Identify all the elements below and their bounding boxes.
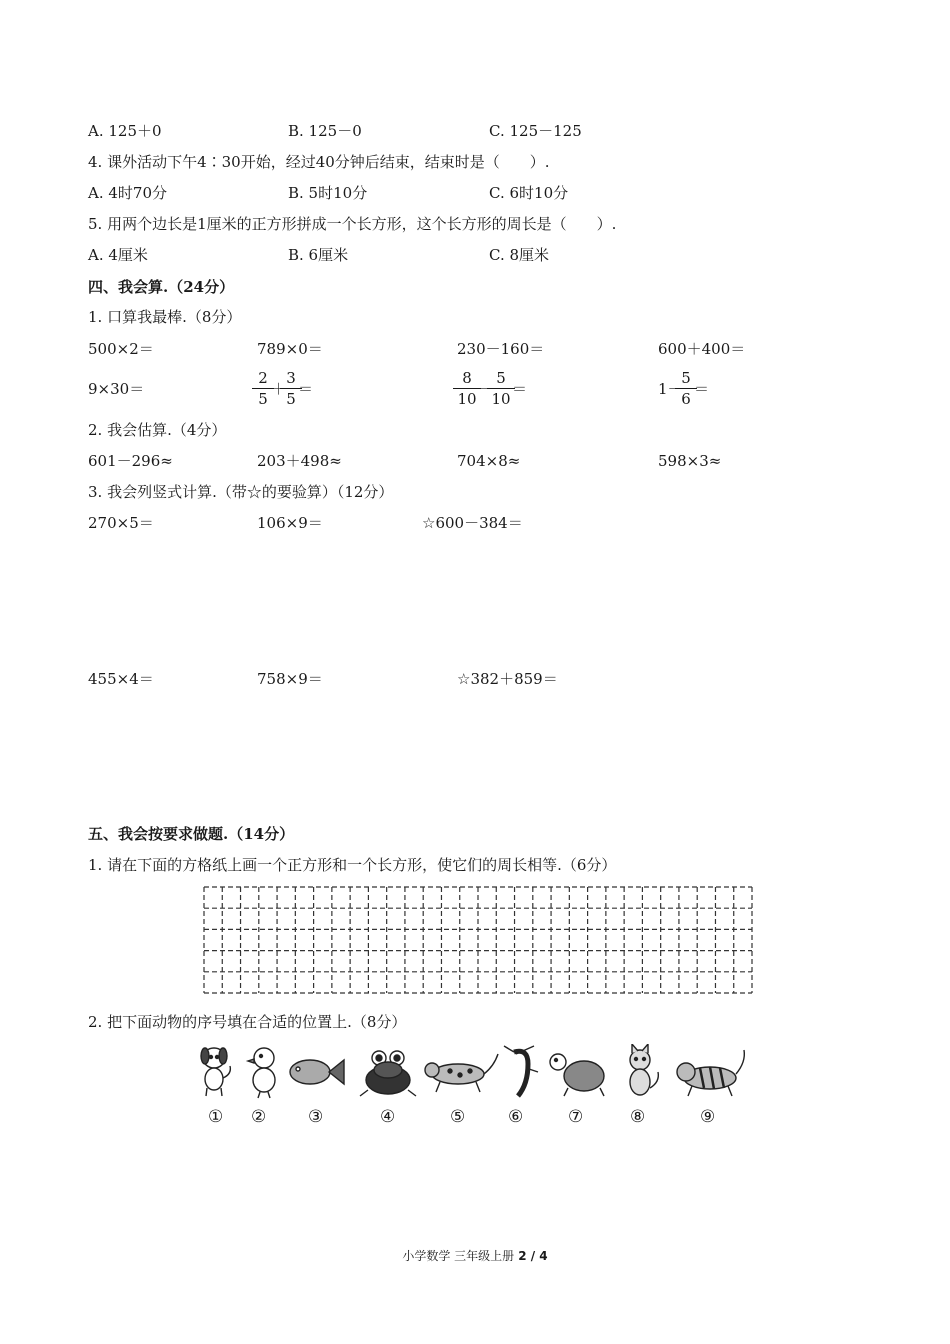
estimate-4: 598×3≈ — [658, 452, 722, 470]
dog-icon — [201, 1048, 230, 1096]
denominator: 6 — [681, 390, 691, 408]
vertical-calc-2: 106×9＝ — [257, 514, 323, 532]
section5-part1-title: 1. 请在下面的方格纸上画一个正方形和一个长方形，使它们的周长相等.（6分） — [88, 856, 617, 874]
cat-icon — [630, 1044, 658, 1095]
shrimp-icon — [504, 1046, 538, 1096]
mental-calc-2: 789×0＝ — [257, 340, 323, 358]
estimate-2: 203＋498≈ — [257, 452, 342, 470]
denominator: 5 — [286, 390, 296, 408]
vertical-calc-5: 758×9＝ — [257, 670, 323, 688]
numerator: 3 — [280, 369, 302, 389]
grid-svg — [203, 886, 753, 994]
fraction-5-10 — [487, 369, 515, 408]
q5-option-a: A. 4厘米 — [88, 246, 148, 264]
numerator: 5 — [487, 369, 515, 389]
q4-option-b: B. 5时10分 — [288, 184, 368, 202]
equals-sign: ＝ — [694, 380, 710, 398]
q3-option-a: A. 125＋0 — [88, 122, 162, 140]
fraction-8-10 — [453, 369, 481, 408]
animal-number-5: ⑤ — [450, 1107, 466, 1127]
animal-number-8: ⑧ — [630, 1107, 646, 1127]
q3-option-b: B. 125－0 — [288, 122, 362, 140]
numerator: 2 — [252, 369, 274, 389]
section4-part2-title: 2. 我会估算.（4分） — [88, 421, 227, 439]
chick-icon — [248, 1048, 275, 1098]
numerator: 5 — [675, 369, 697, 389]
numerator: 8 — [453, 369, 481, 389]
denominator: 5 — [258, 390, 268, 408]
denominator: 10 — [457, 390, 477, 408]
animal-number-6: ⑥ — [508, 1107, 524, 1127]
estimate-1: 601－296≈ — [88, 452, 173, 470]
mental-calc-4: 600＋400＝ — [658, 340, 746, 358]
q4-stem: 4. 课外活动下午4∶30开始，经过40分钟后结束，结束时是（ ）. — [88, 153, 550, 171]
turtle-icon — [550, 1054, 604, 1096]
fish-icon — [290, 1060, 344, 1084]
one-minus: 1－ — [658, 380, 683, 398]
vertical-calc-4: 455×4＝ — [88, 670, 154, 688]
q3-option-c: C. 125－125 — [489, 122, 582, 140]
animal-number-1: ① — [208, 1107, 224, 1127]
minus-sign: － — [478, 380, 494, 398]
mental-calc-1: 500×2＝ — [88, 340, 154, 358]
section5-part2-title: 2. 把下面动物的序号填在合适的位置上.（8分） — [88, 1013, 407, 1031]
animal-number-9: ⑨ — [700, 1107, 716, 1127]
animal-number-2: ② — [251, 1107, 267, 1127]
tiger-icon — [677, 1050, 744, 1096]
mental-calc-5: 9×30＝ — [88, 380, 145, 398]
animal-row — [196, 1044, 756, 1138]
frog-icon — [360, 1051, 416, 1096]
page-footer — [0, 1247, 950, 1264]
q5-stem: 5. 用两个边长是1厘米的正方形拼成一个长方形，这个长方形的周长是（ ）. — [88, 215, 617, 233]
estimate-3: 704×8≈ — [457, 452, 521, 470]
vertical-calc-3: ☆600－384＝ — [422, 514, 523, 532]
footer-subject: 小学数学 三年级上册 — [402, 1249, 515, 1263]
equals-sign: ＝ — [298, 380, 314, 398]
q5-option-c: C. 8厘米 — [489, 246, 550, 264]
animal-number-3: ③ — [308, 1107, 324, 1127]
leopard-icon — [425, 1054, 498, 1092]
q4-option-a: A. 4时70分 — [88, 184, 167, 202]
mental-calc-3: 230－160＝ — [457, 340, 545, 358]
equals-sign: ＝ — [512, 380, 528, 398]
section4-part3-title: 3. 我会列竖式计算.（带☆的要验算）（12分） — [88, 483, 394, 501]
animal-number-4: ④ — [380, 1107, 396, 1127]
dashed-grid-paper[interactable] — [203, 886, 753, 998]
vertical-calc-6: ☆382＋859＝ — [457, 670, 558, 688]
animal-number-7: ⑦ — [568, 1107, 584, 1127]
section4-title: 四、我会算.（24分） — [88, 278, 235, 296]
animal-illustrations — [196, 1044, 756, 1134]
q5-option-b: B. 6厘米 — [288, 246, 349, 264]
section4-part1-title: 1. 口算我最棒.（8分） — [88, 308, 242, 326]
denominator: 10 — [491, 390, 511, 408]
footer-page-number: 2 / 4 — [518, 1249, 548, 1263]
plus-sign: ＋ — [271, 380, 287, 398]
q4-option-c: C. 6时10分 — [489, 184, 569, 202]
section5-title: 五、我会按要求做题.（14分） — [88, 825, 295, 843]
vertical-calc-1: 270×5＝ — [88, 514, 154, 532]
